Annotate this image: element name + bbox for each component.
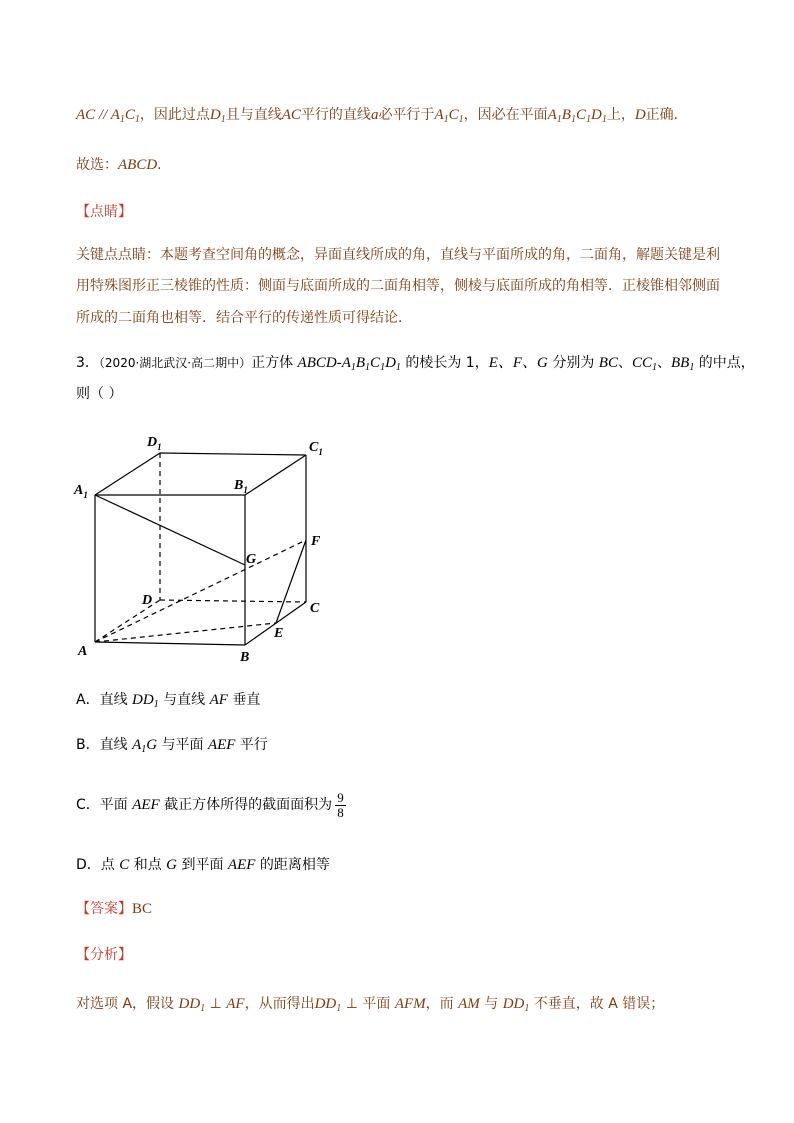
label-b: B [240, 650, 250, 665]
label-e: E [274, 626, 284, 641]
edge-a1-d1 [95, 453, 160, 495]
question-stem-line-2: 则（ ） [76, 386, 123, 402]
fraction-nine-eighths: $\frac{9}{8}$ [337, 789, 344, 820]
option-d: D．点 C 和点 G 到平面 AEF 的距离相等 [76, 857, 330, 873]
segment-e-f [276, 540, 306, 623]
answer-value: BC [132, 901, 153, 917]
label-d1: $D_1$ [147, 435, 162, 452]
comment-line-2: 用特殊图形正三棱锥的性质：侧面与底面所成的二面角相等，侧棱与底面所成的角相等．正棱锥相邻侧面 [76, 278, 720, 294]
answer-heading: 【答案】 [76, 901, 132, 917]
question-source: （2020·湖北武汉·高二期中） [98, 356, 252, 370]
edge-a-b [95, 642, 245, 645]
comment-line-1: 关键点点睛：本题考查空间角的概念，异面直线所成的角，直线与平面所成的角，二面角，解题关键是利 [76, 247, 720, 263]
segment-a-e [95, 623, 276, 642]
math-parallel: AC // A [76, 107, 120, 123]
choice-value: ABCD [118, 157, 158, 173]
comment-heading: 【点睛】 [76, 204, 132, 220]
segment-a1-g [95, 495, 245, 565]
question-stem: 3．（2020·湖北武汉·高二期中）正方体 ABCD-$A_1B_1C_1D_1$ 的棱长为 1，E、F、G 分别为 BC、$CC_1$、$BB_1$ 的中点， [76, 355, 755, 373]
edge-d1-c1 [160, 453, 306, 455]
choice-line: 故选：ABCD. [76, 157, 162, 173]
solution-continuation: AC // $A_1C_1$，因此过点$D_1$且与直线AC平行的直线a必平行于$A_1C_1$，因必在平面$A_1B_1C_1D_1$上，D正确． [76, 107, 688, 125]
comment-line-3: 所成的二面角也相等．结合平行的传递性质可得结论． [76, 310, 412, 326]
label-c: C [310, 601, 320, 616]
cube-figure [70, 425, 350, 675]
option-c: C．平面 AEF 截正方体所得的截面面积为 $\frac{9}{8}$ [76, 789, 344, 820]
label-a1: $A_1$ [74, 483, 88, 500]
option-b: B．直线 $A_1G$ 与平面 AEF 平行 [76, 737, 268, 755]
answer-line [76, 898, 152, 920]
option-a: A．直线 $DD_1$ 与直线 AF 垂直 [76, 692, 261, 710]
label-d: D [142, 593, 153, 608]
question-number: 3． [76, 355, 99, 371]
label-f: F [311, 534, 321, 549]
label-b1: $B_1$ [234, 478, 248, 495]
analysis-heading: 【分析】 [76, 947, 132, 963]
analysis-line-1: 对选项 A，假设 $DD_1$ ⊥ AF，从而得出$DD_1$ ⊥ 平面 AFM，而 AM 与 $DD_1$ 不垂直，故 A 错误； [76, 996, 665, 1014]
label-g: G [246, 552, 257, 567]
label-a: A [78, 644, 88, 659]
edge-c1-b1 [245, 455, 306, 495]
label-c1: $C_1$ [309, 440, 323, 457]
choice-label: 故选： [76, 157, 118, 173]
